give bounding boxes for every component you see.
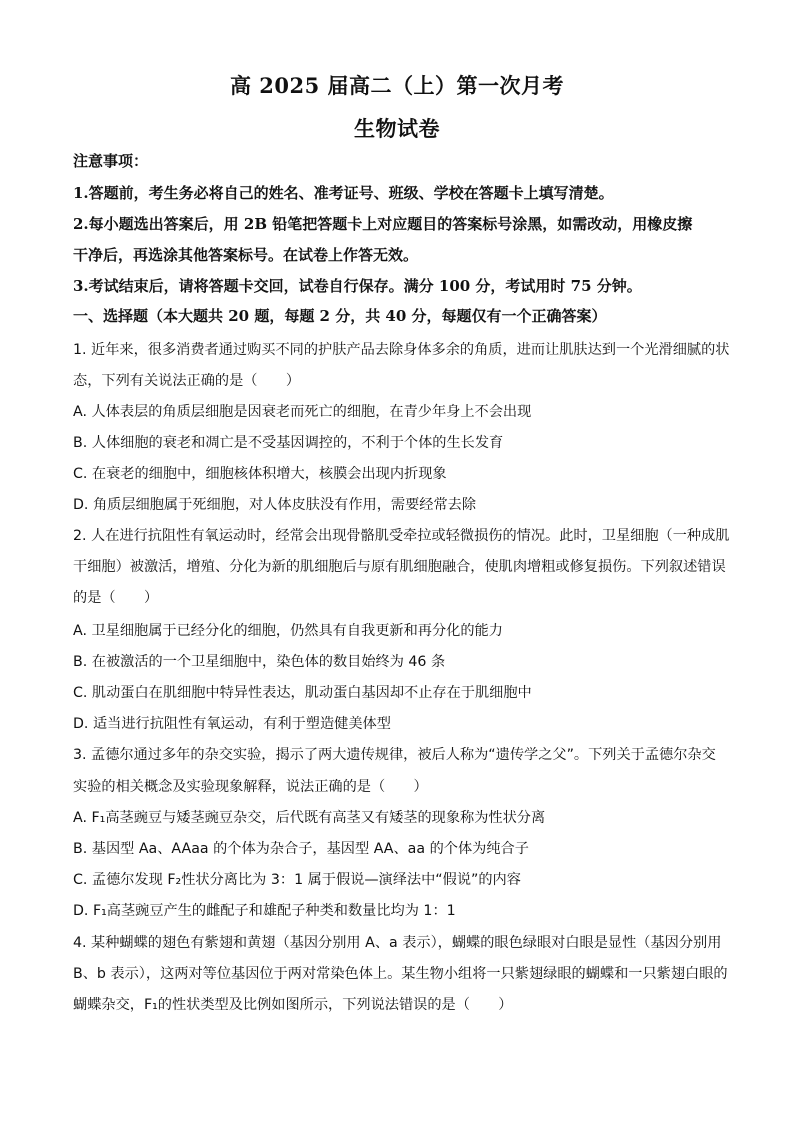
note-item: 干净后，再选涂其他答案标号。在试卷上作答无效。 [73, 246, 419, 264]
question-2-option-b: B. 在被激活的一个卫星细胞中，染色体的数目始终为 46 条 [73, 654, 446, 670]
question-4-stem-line: B、b 表示），这两对等位基因位于两对常染色体上。某生物小组将一只紫翅绿眼的蝴蝶和一只紫翅白眼的 [73, 966, 728, 982]
question-3-option-c: C. 孟德尔发现 F₂性状分离比为 3：1 属于假说—演绎法中“假说”的内容 [73, 872, 521, 888]
question-1-option-c: C. 在衰老的细胞中，细胞核体积增大，核膜会出现内折现象 [73, 466, 447, 482]
notes-heading: 注意事项： [73, 152, 149, 170]
question-2-stem-line: 的是（ ） [73, 590, 159, 606]
question-1-option-d: D. 角质层细胞属于死细胞，对人体皮肤没有作用，需要经常去除 [73, 497, 477, 513]
question-1-stem-line: 态，下列有关说法正确的是（ ） [73, 373, 301, 389]
question-3-option-b: B. 基因型 Aa、AAaa 的个体为杂合子，基因型 AA、aa 的个体为纯合子 [73, 841, 529, 857]
question-3-option-a: A. F₁高茎豌豆与矮茎豌豆杂交，后代既有高茎又有矮茎的现象称为性状分离 [73, 810, 546, 826]
question-2-option-d: D. 适当进行抗阻性有氧运动，有利于塑造健美体型 [73, 716, 391, 732]
question-2-option-c: C. 肌动蛋白在肌细胞中特异性表达，肌动蛋白基因却不止存在于肌细胞中 [73, 685, 532, 701]
question-1-option-b: B. 人体细胞的衰老和凋亡是不受基因调控的，不利于个体的生长发育 [73, 435, 504, 451]
question-3-stem-line: 实验的相关概念及实验现象解释，说法正确的是（ ） [73, 779, 428, 795]
question-1-option-a: A. 人体表层的角质层细胞是因衰老而死亡的细胞，在青少年身上不会出现 [73, 404, 532, 420]
note-item: 1.答题前，考生务必将自己的姓名、准考证号、班级、学校在答题卡上填写清楚。 [73, 184, 614, 202]
note-item: 3.考试结束后，请将答题卡交回，试卷自行保存。满分 100 分，考试用时 75 分钟。 [73, 277, 642, 295]
exam-title: 高 2025 届高二（上）第一次月考 [229, 73, 565, 98]
question-4-stem-line: 蝴蝶杂交，F₁的性状类型及比例如图所示，下列说法错误的是（ ） [73, 997, 513, 1013]
section-heading: 一、选择题（本大题共 20 题，每题 2 分，共 40 分，每题仅有一个正确答案） [73, 307, 607, 325]
question-1-stem-line: 1. 近年来，很多消费者通过购买不同的护肤产品去除身体多余的角质，进而让肌肤达到一个光滑细腻的状 [73, 342, 730, 358]
question-2-stem-line: 2. 人在进行抗阻性有氧运动时，经常会出现骨骼肌受牵拉或轻微损伤的情况。此时，卫星细胞（一种成肌 [73, 528, 730, 544]
note-item: 2.每小题选出答案后，用 2B 铅笔把答题卡上对应题目的答案标号涂黑，如需改动，用橡皮擦 [73, 215, 693, 233]
question-3-stem-line: 3. 孟德尔通过多年的杂交实验，揭示了两大遗传规律，被后人称为“遗传学之父”。下列关于孟德尔杂交 [73, 747, 716, 763]
question-2-stem-line: 干细胞）被激活，增殖、分化为新的肌细胞后与原有肌细胞融合，使肌肉增粗或修复损伤。下列叙述错误 [73, 559, 726, 575]
subject-title: 生物试卷 [354, 116, 440, 141]
question-4-stem-line: 4. 某种蝴蝶的翅色有紫翅和黄翅（基因分别用 A、a 表示），蝴蝶的眼色绿眼对白眼是显性（基因分别用 [73, 935, 722, 951]
question-3-option-d: D. F₁高茎豌豆产生的雌配子和雄配子种类和数量比均为 1：1 [73, 903, 456, 919]
question-2-option-a: A. 卫星细胞属于已经分化的细胞，仍然具有自我更新和再分化的能力 [73, 623, 503, 639]
